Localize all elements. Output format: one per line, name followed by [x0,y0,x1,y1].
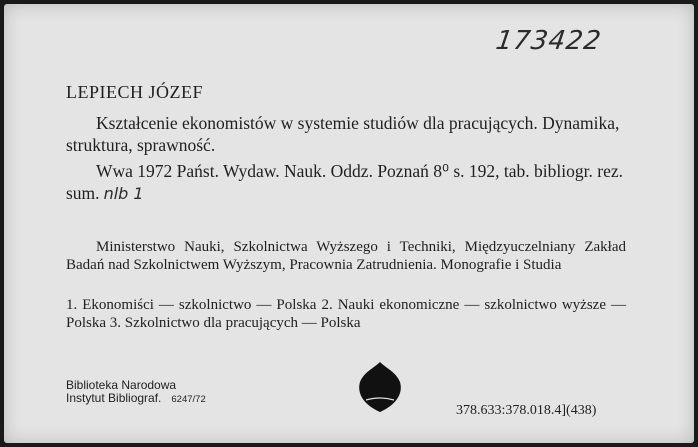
handwritten-note: nlb 1 [103,184,144,203]
subject-headings: 1. Ekonomiści — szkolnictwo — Polska 2. Nauki ekonomiczne — szkolnictwo wyższe — Polska 3. Szkolnictwo dla pracujących — Polska [66,297,626,331]
series-statement: Ministerstwo Nauki, Szkolnictwa Wyższego i Techniki, Międzyuczelniany Zakład Badań nad Szkolnictwem Wyższym, Pracownia Zatrudnienia. Monografie i Studia [66,239,626,273]
udc-classification: 378.633:378.018.4](438) [456,403,597,418]
institute-name: Instytut Bibliograf. [66,391,162,405]
imprint [66,160,631,205]
book-title: Kształcenie ekonomistów w systemie studiów dla pracujących. Dynamika, struktura, sprawność. [66,113,620,155]
handwritten-accession-number: 173422 [493,26,604,56]
library-name: Biblioteka Narodowa [66,378,177,392]
author-name: LEPIECH JÓZEF [66,82,203,102]
catalog-card [4,4,694,443]
library-emblem-icon [356,360,404,414]
library-imprint [66,379,206,406]
institute-line [66,392,206,406]
imprint-text: Wwa 1972 Państ. Wydaw. Nauk. Oddz. Poznań 8⁰ s. 192, tab. bibliogr. rez. sum. [66,161,623,203]
card-number: 6247/72 [171,394,206,405]
